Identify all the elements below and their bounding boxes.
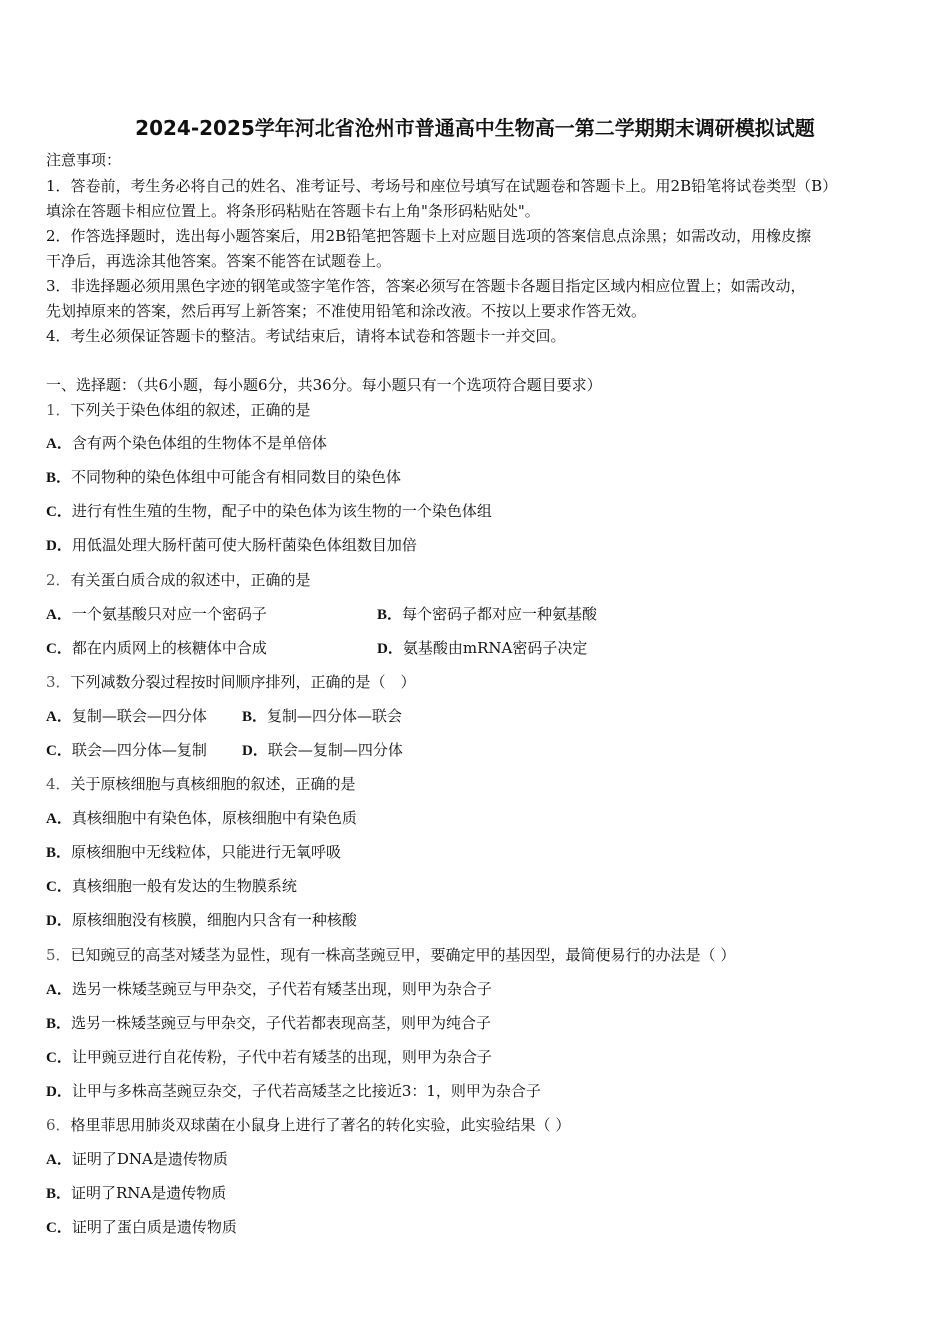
option-text: 选另一株矮茎豌豆与甲杂交，子代若都表现高茎，则甲为纯合子: [71, 1014, 492, 1032]
question-text: 有关蛋白质合成的叙述中，正确的是: [70, 571, 311, 589]
option-letter: C．: [46, 1220, 72, 1236]
option-text: 选另一株矮茎豌豆与甲杂交，子代若有矮茎出现，则甲为杂合子: [71, 980, 492, 998]
notice-heading: 注意事项：: [46, 151, 122, 169]
option-text: 复制—四分体—联会: [267, 707, 403, 725]
question-stem: [46, 400, 311, 420]
notice-line: 填涂在答题卡相应位置上。将条形码粘贴在答题卡右上角"条形码粘贴处"。: [46, 202, 540, 220]
question-text: 下列关于染色体组的叙述，正确的是: [70, 401, 311, 419]
option-text: 联会—四分体—复制: [71, 741, 207, 759]
option-a[interactable]: [46, 1149, 228, 1170]
option-letter: B．: [46, 470, 72, 486]
option-letter: C．: [46, 504, 72, 520]
option-a[interactable]: [46, 706, 207, 727]
question-text: 已知豌豆的高茎对矮茎为显性，现有一株高茎豌豆甲，要确定甲的基因型，最简便易行的办法是（ ）: [70, 946, 736, 964]
option-d[interactable]: [377, 638, 587, 659]
option-letter: D．: [46, 538, 72, 554]
option-letter: A．: [46, 1152, 72, 1168]
option-b[interactable]: [377, 604, 597, 625]
option-text: 原核细胞中无线粒体，只能进行无氧呼吸: [71, 843, 342, 861]
option-text: 真核细胞中有染色体，原核细胞中有染色质: [71, 809, 357, 827]
option-text: 让甲与多株高茎豌豆杂交，子代若高矮茎之比接近3：1，则甲为杂合子: [71, 1082, 541, 1100]
option-text: 原核细胞没有核膜，细胞内只含有一种核酸: [71, 911, 357, 929]
option-text: 每个密码子都对应一种氨基酸: [402, 605, 598, 623]
section-heading: 一、选择题：（共6小题，每小题6分，共36分。每小题只有一个选项符合题目要求）: [46, 376, 602, 394]
question-number: 3．: [46, 673, 71, 691]
option-a[interactable]: [46, 604, 267, 625]
question-stem: [46, 774, 356, 794]
option-text: 真核细胞一般有发达的生物膜系统: [71, 877, 297, 895]
option-b[interactable]: [46, 1183, 226, 1204]
option-letter: D．: [242, 743, 268, 759]
option-b[interactable]: [46, 467, 401, 488]
option-letter: A．: [46, 709, 72, 725]
question-stem: [46, 1115, 570, 1135]
option-a[interactable]: [46, 979, 492, 1000]
option-letter: C．: [46, 641, 72, 657]
option-c[interactable]: [46, 1217, 237, 1238]
notice-line: 4．考生必须保证答题卡的整洁。考试结束后，请将本试卷和答题卡一并交回。: [46, 327, 566, 345]
option-text: 证明了蛋白质是遗传物质: [71, 1218, 237, 1236]
option-letter: B．: [46, 1016, 72, 1032]
question-stem: [46, 672, 416, 692]
option-c[interactable]: [46, 1047, 492, 1068]
option-c[interactable]: [46, 740, 207, 761]
notice-line: 先划掉原来的答案，然后再写上新答案；不准使用铅笔和涂改液。不按以上要求作答无效。: [46, 302, 647, 320]
question-stem: [46, 570, 311, 590]
option-text: 一个氨基酸只对应一个密码子: [71, 605, 267, 623]
option-text: 联会—复制—四分体: [267, 741, 403, 759]
option-text: 证明了RNA是遗传物质: [71, 1184, 227, 1202]
option-a[interactable]: [46, 808, 357, 829]
option-text: 含有两个染色体组的生物体不是单倍体: [71, 434, 327, 452]
question-text: 格里菲思用肺炎双球菌在小鼠身上进行了著名的转化实验，此实验结果（ ）: [70, 1116, 571, 1134]
notice-line: 干净后，再选涂其他答案。答案不能答在试题卷上。: [46, 252, 392, 270]
option-letter: A．: [46, 811, 72, 827]
option-d[interactable]: [46, 1081, 541, 1102]
option-letter: B．: [46, 845, 72, 861]
question-number: 6．: [46, 1116, 71, 1134]
question-number: 4．: [46, 775, 71, 793]
option-letter: B．: [242, 709, 268, 725]
option-letter: A．: [46, 436, 72, 452]
option-d[interactable]: [46, 535, 417, 556]
notice-line: 2．作答选择题时，选出每小题答案后，用2B铅笔把答题卡上对应题目选项的答案信息点涂黑；如需改动，用橡皮擦: [46, 227, 812, 245]
question-stem: [46, 945, 735, 965]
option-letter: D．: [46, 913, 72, 929]
option-letter: C．: [46, 743, 72, 759]
option-text: 氨基酸由mRNA密码子决定: [402, 639, 588, 657]
option-text: 让甲豌豆进行自花传粉，子代中若有矮茎的出现，则甲为杂合子: [71, 1048, 492, 1066]
option-a[interactable]: [46, 433, 327, 454]
question-text: 关于原核细胞与真核细胞的叙述，正确的是: [70, 775, 356, 793]
option-b[interactable]: [46, 842, 341, 863]
notice-line: 1．答卷前，考生务必将自己的姓名、准考证号、考场号和座位号填写在试题卷和答题卡上。用2B铅笔将试卷类型（B）: [46, 177, 838, 195]
option-text: 都在内质网上的核糖体中合成: [71, 639, 267, 657]
option-text: 用低温处理大肠杆菌可使大肠杆菌染色体组数目加倍: [71, 536, 417, 554]
option-d[interactable]: [46, 910, 357, 931]
notice-line: 3．非选择题必须用黑色字迹的钢笔或签字笔作答，答案必须写在答题卡各题目指定区域内相应位置上；如需改动，: [46, 277, 806, 295]
option-c[interactable]: [46, 876, 297, 897]
question-number: 5．: [46, 946, 71, 964]
question-text: 下列减数分裂过程按时间顺序排列，正确的是（ ）: [70, 673, 416, 691]
question-number: 1．: [46, 401, 71, 419]
option-text: 进行有性生殖的生物，配子中的染色体为该生物的一个染色体组: [71, 502, 492, 520]
option-letter: A．: [46, 607, 72, 623]
option-letter: D．: [377, 641, 403, 657]
option-c[interactable]: [46, 501, 492, 522]
option-b[interactable]: [242, 706, 402, 727]
question-number: 2．: [46, 571, 71, 589]
option-letter: B．: [377, 607, 403, 623]
option-text: 复制—联会—四分体: [71, 707, 207, 725]
page-title: 2024-2025学年河北省沧州市普通高中生物高一第二学期期末调研模拟试题: [135, 116, 815, 140]
option-b[interactable]: [46, 1013, 491, 1034]
option-letter: D．: [46, 1084, 72, 1100]
option-letter: B．: [46, 1186, 72, 1202]
option-d[interactable]: [242, 740, 403, 761]
option-letter: C．: [46, 879, 72, 895]
option-c[interactable]: [46, 638, 267, 659]
option-letter: A．: [46, 982, 72, 998]
option-letter: C．: [46, 1050, 72, 1066]
option-text: 证明了DNA是遗传物质: [71, 1150, 228, 1168]
option-text: 不同物种的染色体组中可能含有相同数目的染色体: [71, 468, 402, 486]
